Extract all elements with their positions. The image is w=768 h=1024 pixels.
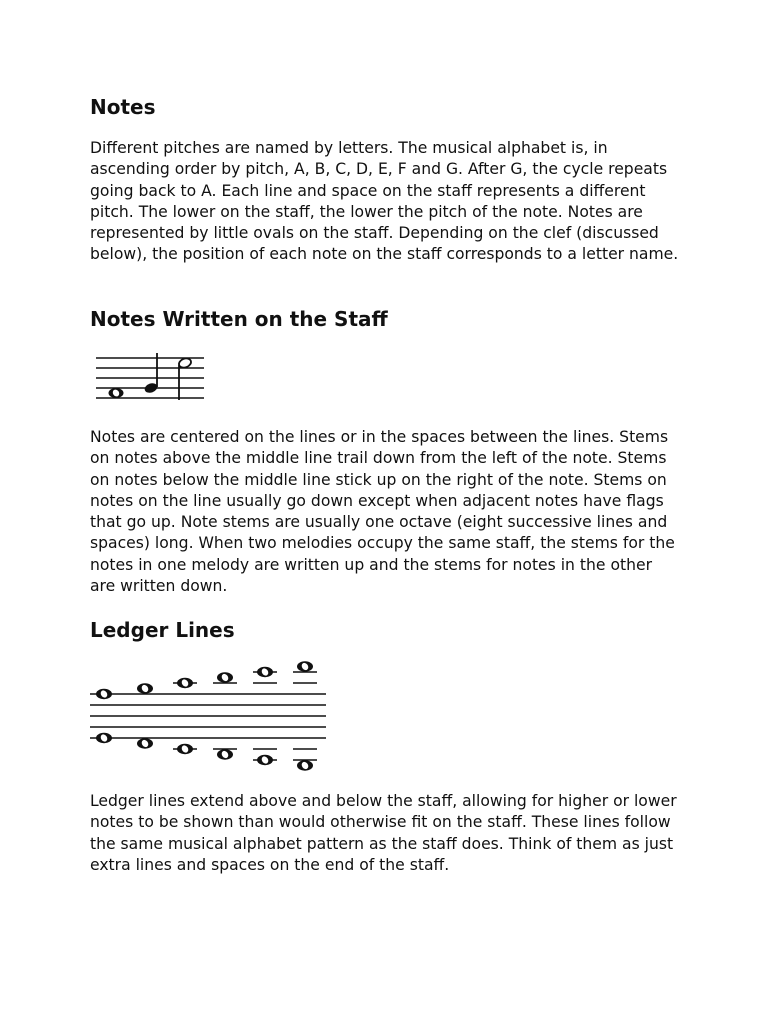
whole-note — [297, 760, 313, 770]
staff-heading: Notes Written on the Staff — [90, 307, 388, 331]
whole-note — [177, 744, 193, 754]
whole-note — [109, 388, 124, 398]
whole-note — [297, 661, 313, 671]
whole-note — [137, 683, 153, 693]
notes-heading: Notes — [90, 95, 156, 119]
whole-note — [257, 755, 273, 765]
notes-paragraph: Different pitches are named by letters. The musical alphabet is, in ascending order by pitch, A, B, C, D, E, F and G. After G, the cycle repeats going back to A. Each line and space on the staff represents a different pitch. The lower on the staff, the lower the pitch of the note. Notes are represented by little ovals on the staff. Depending on the clef (discussed below), the position of each note on the staff corresponds to a letter name. — [90, 139, 679, 264]
whole-note — [137, 738, 153, 748]
whole-note — [96, 689, 112, 699]
staff-notes-figure — [90, 350, 210, 410]
whole-note — [217, 749, 233, 759]
whole-note — [217, 672, 233, 682]
staff-notes-illustration — [90, 350, 210, 410]
ledger-paragraph: Ledger lines extend above and below the staff, allowing for higher or lower notes to be shown than would otherwise fit on the staff. These lines follow the same musical alphabet pattern as the staff does. Think of them as just extra lines and spaces on the end of the staff. — [90, 792, 677, 874]
ledger-lines-illustration — [90, 652, 330, 777]
staff-paragraph: Notes are centered on the lines or in the spaces between the lines. Stems on notes above the middle line trail down from the left of the note. Stems on notes below the middle line stick up on the right of the note. Stems on notes on the line usually go down except when adjacent notes have flags that go up. Note stems are usually one octave (eight successive lines and spaces) long. When two melodies occupy the same staff, the stems for the notes in one melody are written up and the stems for notes in the other are written down. — [90, 428, 675, 596]
whole-note — [257, 667, 273, 677]
quarter-note — [143, 353, 158, 394]
ledger-heading: Ledger Lines — [90, 618, 235, 642]
whole-note — [177, 678, 193, 688]
ledger-lines-figure — [90, 652, 330, 777]
whole-note — [96, 733, 112, 743]
